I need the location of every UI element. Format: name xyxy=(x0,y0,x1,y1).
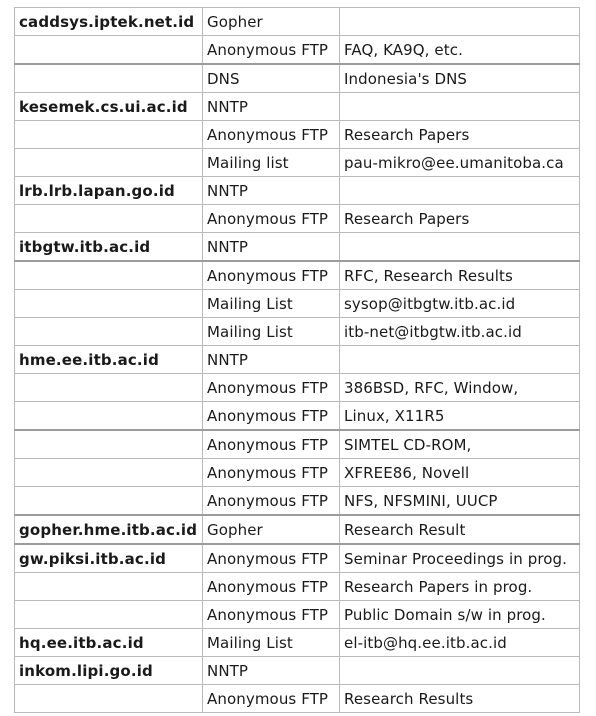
table-row xyxy=(15,121,580,149)
table-body xyxy=(15,8,580,713)
service-cell: NNTP xyxy=(203,177,340,205)
table-row xyxy=(15,149,580,177)
service-cell: Mailing List xyxy=(203,629,340,657)
host-cell: hme.ee.itb.ac.id xyxy=(15,346,203,374)
host-cell xyxy=(15,64,203,93)
service-cell: Anonymous FTP xyxy=(203,487,340,516)
service-cell: Anonymous FTP xyxy=(203,544,340,573)
host-cell: inkom.lipi.go.id xyxy=(15,657,203,685)
table-row xyxy=(15,205,580,233)
host-services-table xyxy=(14,7,580,713)
table-row xyxy=(15,346,580,374)
table-row xyxy=(15,430,580,459)
description-cell: Public Domain s/w in prog. xyxy=(340,601,580,629)
table-row xyxy=(15,64,580,93)
service-cell: Anonymous FTP xyxy=(203,261,340,290)
table-row xyxy=(15,515,580,544)
service-cell: Mailing List xyxy=(203,290,340,318)
host-cell: itbgtw.itb.ac.id xyxy=(15,233,203,262)
description-cell: SIMTEL CD-ROM, xyxy=(340,430,580,459)
description-cell: el-itb@hq.ee.itb.ac.id xyxy=(340,629,580,657)
table-row xyxy=(15,544,580,573)
description-cell xyxy=(340,346,580,374)
description-cell: Research Papers xyxy=(340,205,580,233)
description-cell: XFREE86, Novell xyxy=(340,459,580,487)
description-cell: NFS, NFSMINI, UUCP xyxy=(340,487,580,516)
host-cell xyxy=(15,374,203,402)
description-cell: Seminar Proceedings in prog. xyxy=(340,544,580,573)
host-cell: lrb.lrb.lapan.go.id xyxy=(15,177,203,205)
service-cell: Anonymous FTP xyxy=(203,459,340,487)
table-row xyxy=(15,93,580,121)
host-cell: gopher.hme.itb.ac.id xyxy=(15,515,203,544)
table-row xyxy=(15,261,580,290)
description-cell: Research Papers xyxy=(340,121,580,149)
description-cell: Research Result xyxy=(340,515,580,544)
table-row xyxy=(15,290,580,318)
table-row xyxy=(15,601,580,629)
service-cell: DNS xyxy=(203,64,340,93)
table-row xyxy=(15,233,580,262)
service-cell: Mailing List xyxy=(203,318,340,346)
table-row xyxy=(15,459,580,487)
service-cell: Anonymous FTP xyxy=(203,374,340,402)
host-cell xyxy=(15,149,203,177)
description-cell xyxy=(340,233,580,262)
host-cell xyxy=(15,261,203,290)
service-cell: Anonymous FTP xyxy=(203,36,340,65)
host-cell xyxy=(15,487,203,516)
host-cell xyxy=(15,121,203,149)
host-cell xyxy=(15,459,203,487)
description-cell: Research Papers in prog. xyxy=(340,573,580,601)
service-cell: Anonymous FTP xyxy=(203,601,340,629)
host-cell xyxy=(15,36,203,65)
table-row xyxy=(15,629,580,657)
description-cell: itb-net@itbgtw.itb.ac.id xyxy=(340,318,580,346)
host-cell: kesemek.cs.ui.ac.id xyxy=(15,93,203,121)
table-row xyxy=(15,685,580,713)
service-cell: Anonymous FTP xyxy=(203,402,340,431)
host-cell xyxy=(15,430,203,459)
host-cell: caddsys.iptek.net.id xyxy=(15,8,203,36)
description-cell: RFC, Research Results xyxy=(340,261,580,290)
table-row xyxy=(15,487,580,516)
description-cell: pau-mikro@ee.umanitoba.ca xyxy=(340,149,580,177)
host-cell xyxy=(15,573,203,601)
table-row xyxy=(15,374,580,402)
table-row xyxy=(15,36,580,65)
host-cell xyxy=(15,205,203,233)
table-row xyxy=(15,177,580,205)
host-cell xyxy=(15,402,203,431)
description-cell: Research Results xyxy=(340,685,580,713)
description-cell xyxy=(340,93,580,121)
description-cell xyxy=(340,8,580,36)
description-cell: 386BSD, RFC, Window, xyxy=(340,374,580,402)
service-cell: NNTP xyxy=(203,93,340,121)
host-cell xyxy=(15,685,203,713)
host-cell xyxy=(15,601,203,629)
service-cell: Anonymous FTP xyxy=(203,573,340,601)
description-cell xyxy=(340,177,580,205)
description-cell: Indonesia's DNS xyxy=(340,64,580,93)
service-cell: NNTP xyxy=(203,346,340,374)
service-cell: Anonymous FTP xyxy=(203,685,340,713)
host-cell xyxy=(15,290,203,318)
service-cell: Anonymous FTP xyxy=(203,121,340,149)
description-cell: Linux, X11R5 xyxy=(340,402,580,431)
service-cell: NNTP xyxy=(203,233,340,262)
host-cell xyxy=(15,318,203,346)
description-cell xyxy=(340,657,580,685)
host-cell: gw.piksi.itb.ac.id xyxy=(15,544,203,573)
table-row xyxy=(15,318,580,346)
service-cell: Anonymous FTP xyxy=(203,430,340,459)
description-cell: sysop@itbgtw.itb.ac.id xyxy=(340,290,580,318)
table-row xyxy=(15,8,580,36)
description-cell: FAQ, KA9Q, etc. xyxy=(340,36,580,65)
table-row xyxy=(15,573,580,601)
service-cell: Anonymous FTP xyxy=(203,205,340,233)
service-cell: NNTP xyxy=(203,657,340,685)
host-cell: hq.ee.itb.ac.id xyxy=(15,629,203,657)
table-row xyxy=(15,402,580,431)
service-cell: Mailing list xyxy=(203,149,340,177)
table-row xyxy=(15,657,580,685)
service-cell: Gopher xyxy=(203,8,340,36)
service-cell: Gopher xyxy=(203,515,340,544)
